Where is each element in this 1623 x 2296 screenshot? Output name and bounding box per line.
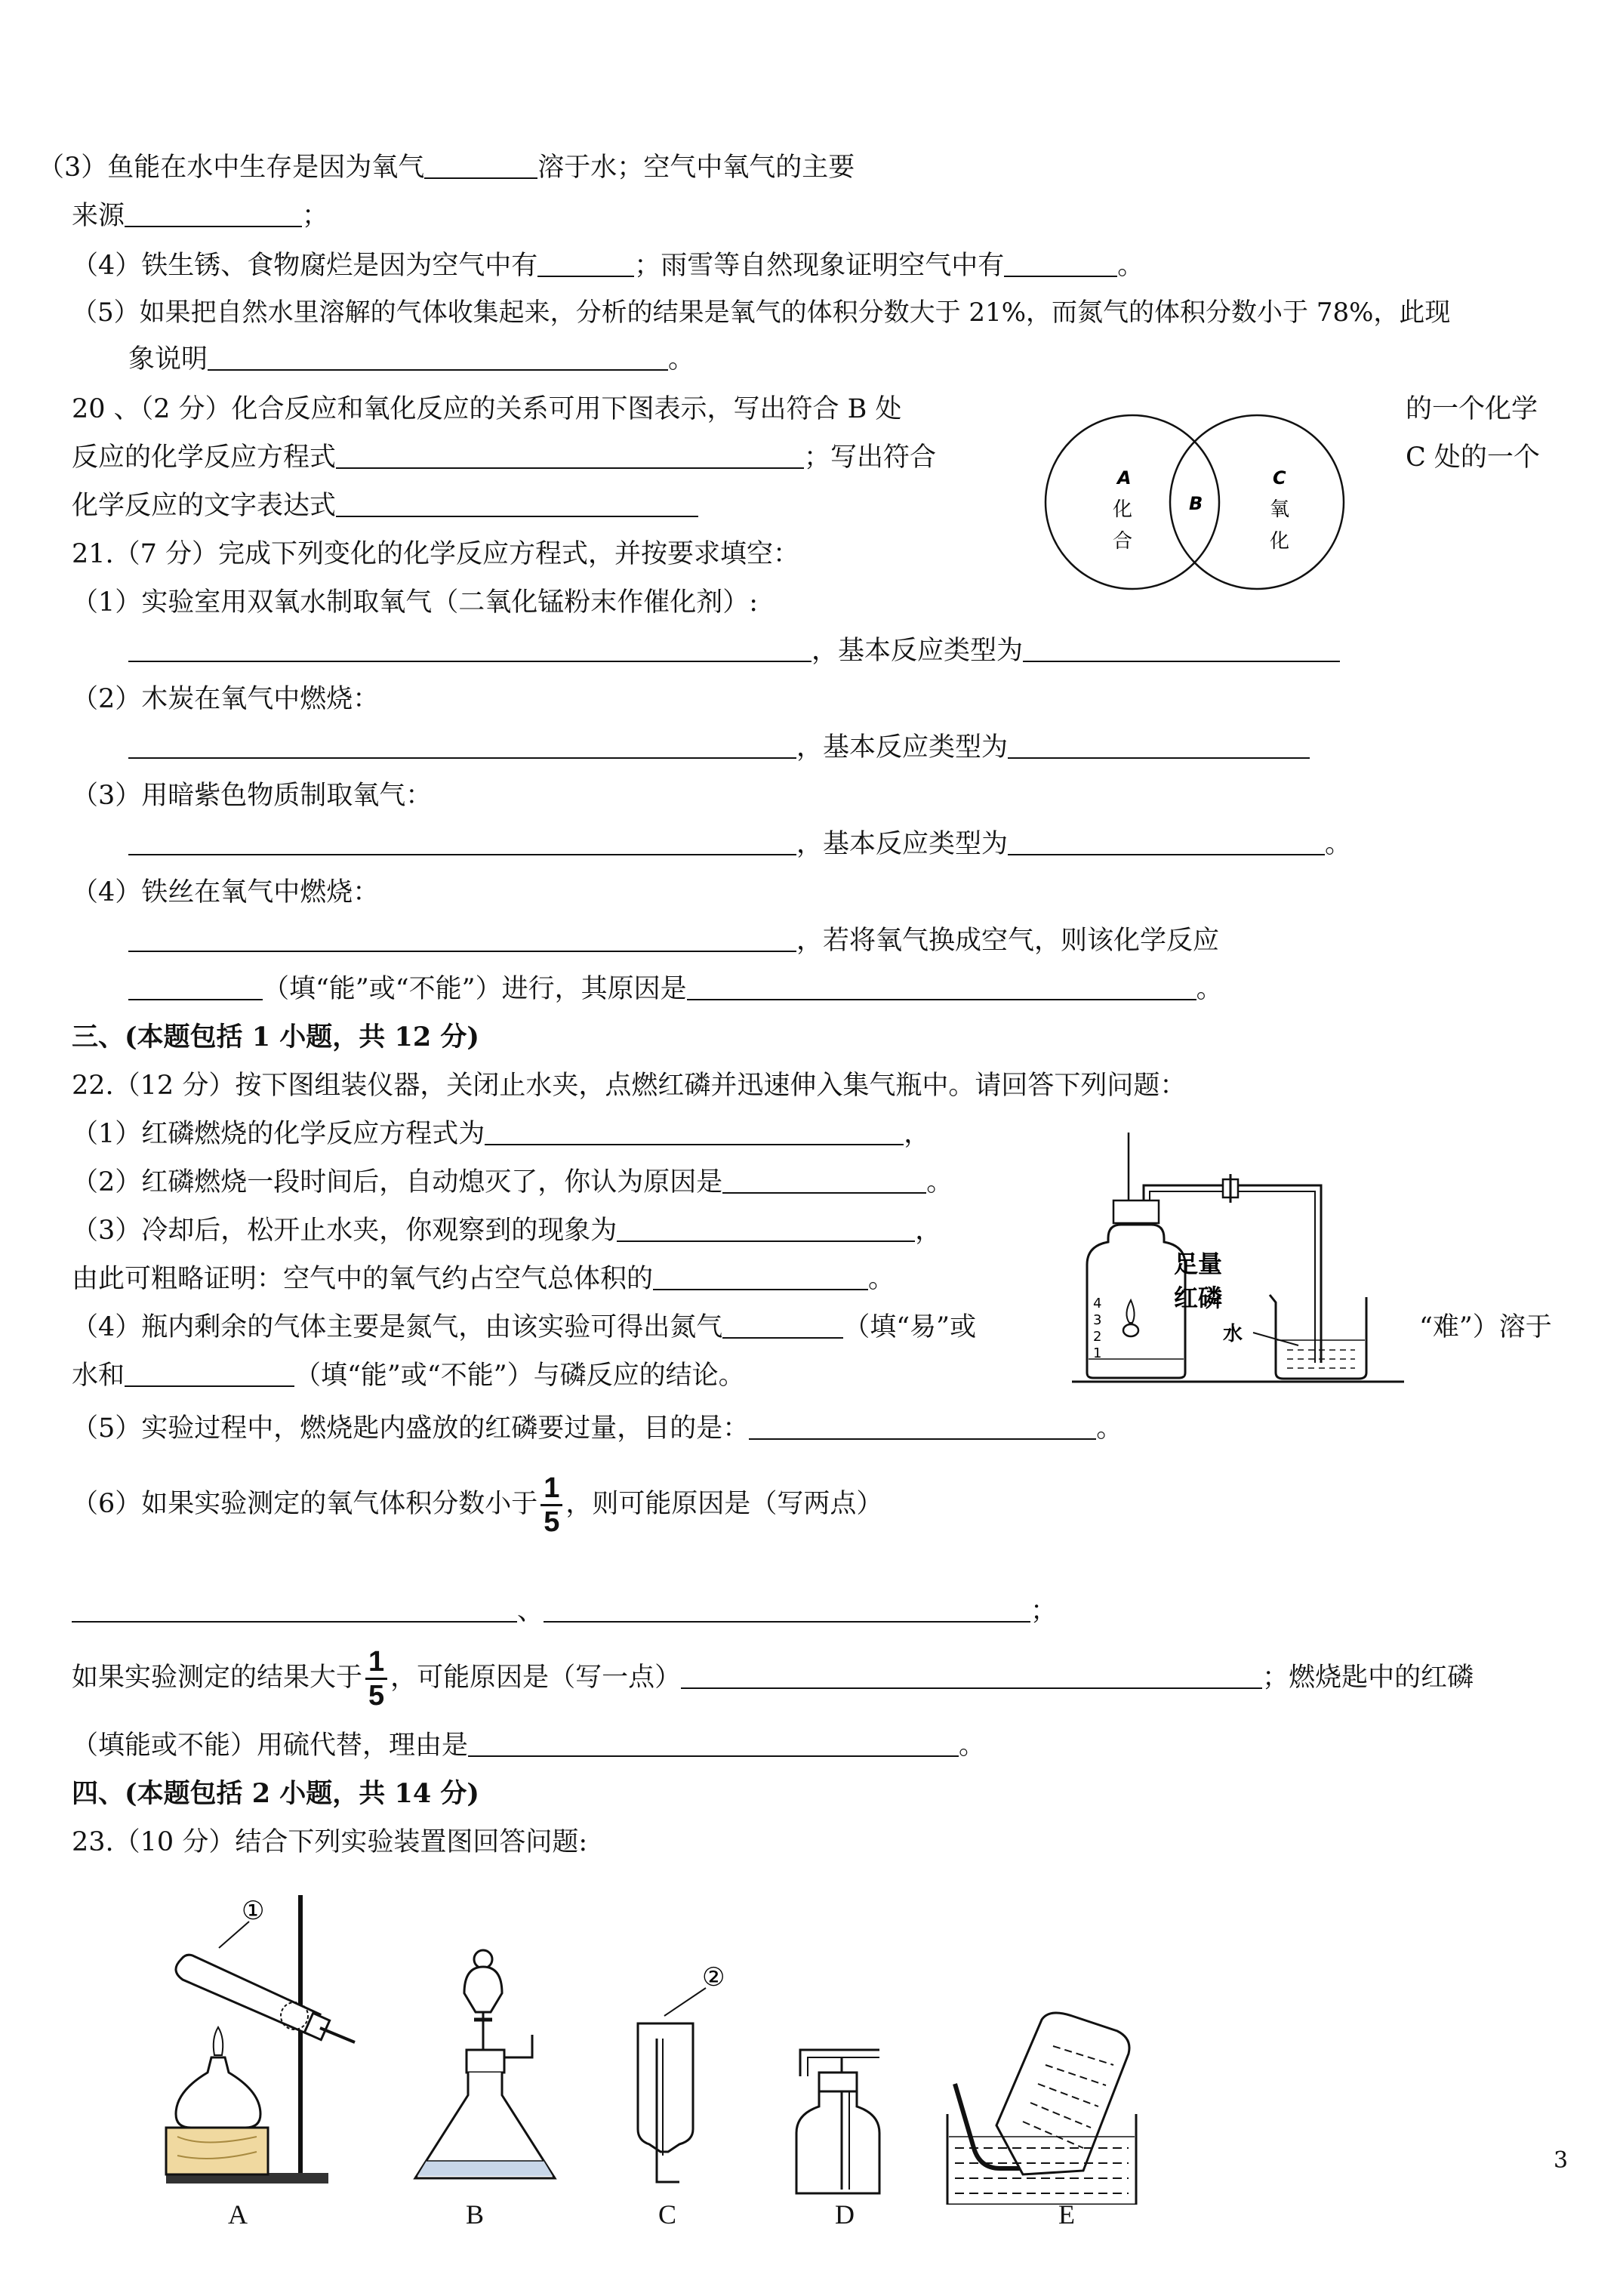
q22-p3: （3）冷却后，松开止水夹，你观察到的现象为 ， bbox=[72, 1216, 942, 1246]
q22-p6: （6）如果实验测定的氧气体积分数小于 $\frac{1}{5}$ ，则可能原因是（写两点） bbox=[72, 1472, 883, 1538]
q20-line3: 化学反应的文字表达式 bbox=[72, 489, 698, 522]
red-phosphorus-apparatus bbox=[1072, 1133, 1419, 1389]
mark-2: 2 bbox=[1093, 1329, 1102, 1345]
combustion-spoon bbox=[1123, 1324, 1138, 1336]
q23-title: 23.（10 分）结合下列实验装置图回答问题: bbox=[72, 1827, 588, 1857]
q22-p4: （4）瓶内剩余的气体主要是氮气，由该实验可得出氮气 （填“易”或 bbox=[72, 1312, 977, 1342]
blank[interactable] bbox=[128, 735, 796, 759]
q21-s2: （2）木炭在氧气中燃烧： bbox=[72, 684, 380, 714]
apparatus-d bbox=[796, 2050, 879, 2193]
gas-bottle bbox=[1087, 1225, 1185, 1378]
q19-p3-line2: 来源 ； bbox=[72, 201, 329, 231]
q22-p4-line2: 水和 （填“能”或“不能”）与磷反应的结论。 bbox=[72, 1361, 745, 1391]
section-3-heading: 三、(本题包括 1 小题，共 12 分) bbox=[72, 1022, 479, 1052]
q22-title: 22.（12 分）按下图组装仪器，关闭止水夹，点燃红磷并迅速伸入集气瓶中。请回答下列问题： bbox=[72, 1071, 1187, 1101]
blank[interactable] bbox=[336, 445, 804, 469]
label-sufficient: 足量 bbox=[1174, 1250, 1223, 1278]
q21-s1: （1）实验室用双氧水制取氧气（二氧化锰粉末作催化剂）: bbox=[72, 587, 759, 618]
circled-label-2: ② bbox=[702, 1962, 725, 1992]
q21-s4: （4）铁丝在氧气中燃烧： bbox=[72, 877, 380, 908]
wooden-block bbox=[166, 2128, 268, 2174]
venn-c-text2: 化 bbox=[1270, 530, 1290, 553]
apparatus-label-b: B bbox=[466, 2199, 485, 2230]
blank[interactable] bbox=[617, 1218, 915, 1242]
blank[interactable] bbox=[687, 976, 1196, 1000]
q21-s4-line3: （填“能”或“不能”）进行，其原因是 。 bbox=[128, 972, 1223, 1006]
bottle-d-stopper bbox=[819, 2073, 857, 2091]
fraction-one-fifth: $\frac{1}{5}$ bbox=[365, 1646, 387, 1712]
q19-p5-line2: 象说明 。 bbox=[128, 344, 695, 374]
separatory-funnel bbox=[464, 1967, 502, 2012]
blank[interactable] bbox=[125, 1363, 294, 1387]
blank[interactable] bbox=[208, 347, 668, 371]
blank[interactable] bbox=[128, 928, 796, 952]
q21-s3-answer: ，基本反应类型为 。 bbox=[128, 827, 1351, 861]
q22-p5: （5）实验过程中，燃烧匙内盛放的红磷要过量，目的是： 。 bbox=[72, 1413, 1123, 1444]
blank[interactable] bbox=[544, 1598, 1030, 1623]
q19-p5-line1: （5）如果把自然水里溶解的气体收集起来，分析的结果是氧气的体积分数大于 21%，而氮气的体积分数小于 78%，此现 bbox=[72, 297, 1451, 328]
apparatus-label-c: C bbox=[658, 2199, 677, 2230]
blank[interactable] bbox=[537, 253, 634, 277]
mark-4: 4 bbox=[1093, 1296, 1102, 1311]
blank[interactable] bbox=[653, 1266, 868, 1290]
q19-p3-line1: （3）鱼能在水中生存是因为氧气 溶于水；空气中氧气的主要 bbox=[38, 153, 855, 183]
venn-b-letter: B bbox=[1189, 493, 1203, 514]
blank[interactable] bbox=[1008, 735, 1310, 759]
mark-1: 1 bbox=[1093, 1345, 1102, 1361]
apparatus-e bbox=[947, 2013, 1136, 2205]
venn-a-text2: 合 bbox=[1113, 530, 1133, 553]
blank[interactable] bbox=[1023, 638, 1340, 662]
q20-line2: 反应的化学反应方程式 ；写出符合 bbox=[72, 442, 937, 473]
venn-diagram bbox=[1034, 411, 1359, 593]
q19-p4: （4）铁生锈、食物腐烂是因为空气中有 ；雨雪等自然现象证明空气中有 。 bbox=[72, 251, 1144, 281]
apparatus-label-a: A bbox=[228, 2199, 248, 2230]
blank[interactable] bbox=[72, 1598, 517, 1623]
label-water: 水 bbox=[1223, 1323, 1243, 1345]
lab-apparatus-row bbox=[136, 1888, 1193, 2205]
blank[interactable] bbox=[722, 1170, 926, 1194]
q21-s2-answer: ，基本反应类型为 bbox=[128, 731, 1310, 764]
wide-mouth-bottle bbox=[796, 2091, 879, 2193]
apparatus-b bbox=[415, 1950, 555, 2178]
q21-title: 21.（7 分）完成下列变化的化学反应方程式，并按要求填空： bbox=[72, 539, 800, 569]
q20-line2-right: C 处的一个 bbox=[1406, 442, 1540, 473]
blank[interactable] bbox=[128, 831, 796, 855]
fraction-one-fifth: $\frac{1}{5}$ bbox=[540, 1472, 562, 1538]
q22-p6-answers: 、 ； bbox=[72, 1595, 1057, 1628]
q22-p1: （1）红磷燃烧的化学反应方程式为 ， bbox=[72, 1119, 931, 1149]
blank[interactable] bbox=[125, 203, 302, 227]
section-4-heading: 四、(本题包括 2 小题，共 14 分) bbox=[72, 1778, 479, 1809]
label-red-phosphorus: 红磷 bbox=[1174, 1284, 1223, 1312]
beaker bbox=[1270, 1295, 1366, 1379]
gas-collecting-bottle bbox=[638, 2023, 693, 2152]
blank[interactable] bbox=[128, 638, 812, 662]
blank[interactable] bbox=[128, 976, 263, 1000]
alcohol-lamp bbox=[176, 2057, 260, 2128]
q22-p3-line2: 由此可粗略证明：空气中的氧气约占空气总体积的 。 bbox=[72, 1264, 895, 1294]
venn-c-letter: C bbox=[1273, 467, 1286, 488]
q22-p2: （2）红磷燃烧一段时间后，自动熄灭了，你认为原因是 。 bbox=[72, 1167, 953, 1197]
stopper bbox=[1113, 1200, 1159, 1223]
q21-s3: （3）用暗紫色物质制取氧气： bbox=[72, 781, 433, 811]
apparatus-label-e: E bbox=[1058, 2199, 1075, 2230]
mark-3: 3 bbox=[1093, 1312, 1102, 1328]
apparatus-c bbox=[638, 1962, 725, 2182]
q21-s4-answer: ，若将氧气换成空气，则该化学反应 bbox=[128, 924, 1219, 957]
q22-p4-right: “难”）溶于 bbox=[1419, 1312, 1552, 1342]
q20-line1-right: 的一个化学 bbox=[1406, 394, 1538, 424]
blank[interactable] bbox=[468, 1733, 959, 1757]
blank[interactable] bbox=[424, 155, 537, 179]
blank[interactable] bbox=[1008, 831, 1325, 855]
blank[interactable] bbox=[749, 1416, 1096, 1440]
blank[interactable] bbox=[681, 1665, 1262, 1689]
apparatus-a bbox=[166, 1895, 355, 2184]
blank[interactable] bbox=[722, 1314, 843, 1339]
venn-a-text1: 化 bbox=[1113, 498, 1133, 521]
blank[interactable] bbox=[1004, 253, 1117, 277]
blank[interactable] bbox=[336, 493, 698, 517]
q21-s1-answer: ，基本反应类型为 bbox=[128, 634, 1340, 667]
q22-p7: 如果实验测定的结果大于 $\frac{1}{5}$ ，可能原因是（写一点） ；燃烧匙中的红磷 bbox=[72, 1646, 1474, 1712]
blank[interactable] bbox=[485, 1121, 904, 1145]
apparatus-label-d: D bbox=[835, 2199, 855, 2230]
page-number: 3 bbox=[1554, 2147, 1569, 2174]
venn-c-text1: 氧 bbox=[1270, 498, 1290, 521]
venn-a-letter: A bbox=[1117, 467, 1132, 488]
circled-label-1: ① bbox=[242, 1896, 265, 1926]
q20-line1: 20 、（2 分）化合反应和氧化反应的关系可用下图表示，写出符合 B 处 bbox=[72, 394, 902, 424]
flask-stopper bbox=[467, 2050, 504, 2073]
q22-p8: （填能或不能）用硫代替，理由是 。 bbox=[72, 1730, 986, 1761]
